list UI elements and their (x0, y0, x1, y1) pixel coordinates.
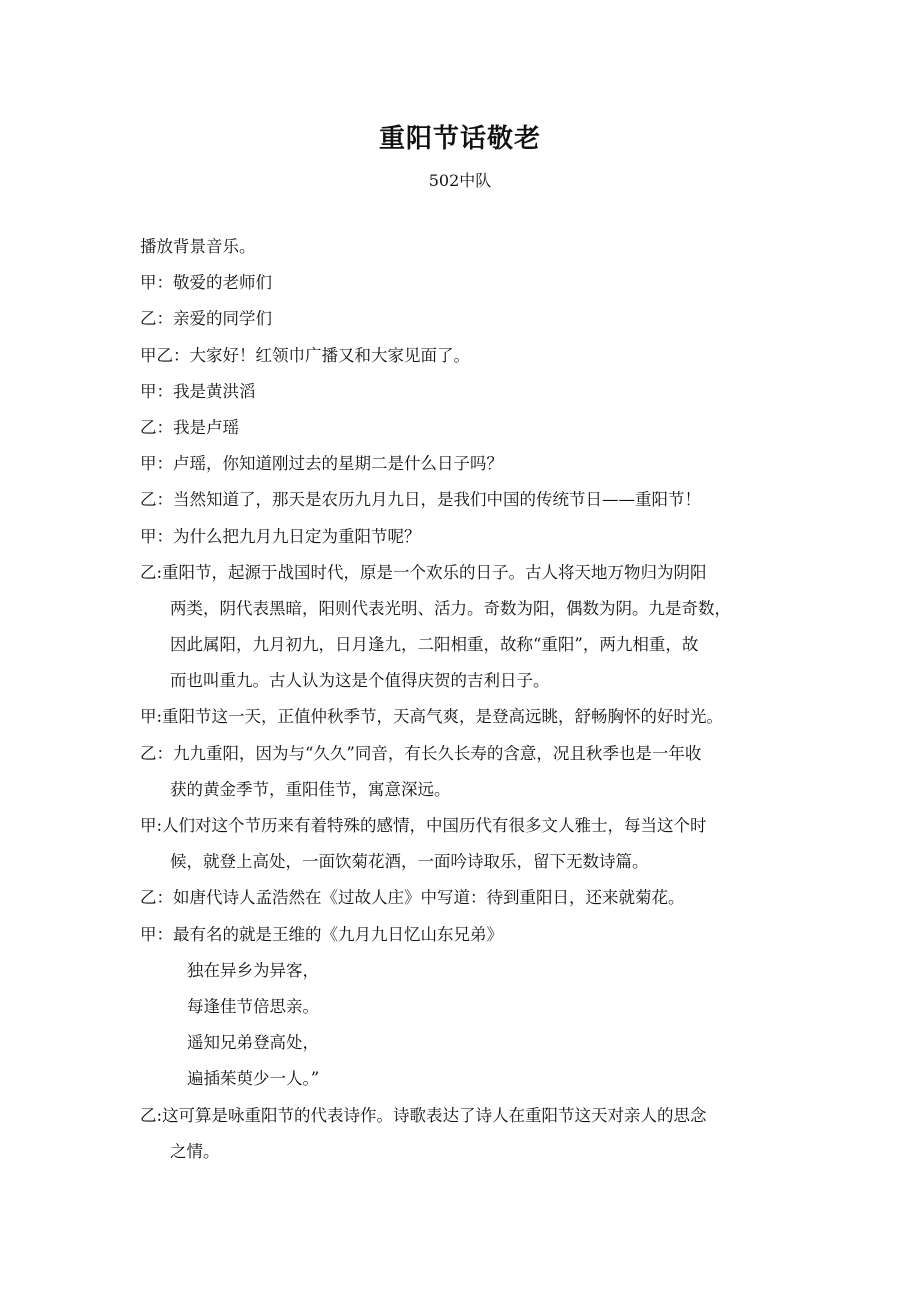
text-line: 因此属阳，九月初九，日月逢九，二阳相重，故称“重阳”，两九相重，故 (170, 635, 699, 655)
text-line: 获的黄金季节，重阳佳节，寓意深远。 (170, 779, 451, 799)
poem-line: 独在异乡为异客， (187, 960, 319, 980)
text-line: 乙：当然知道了，那天是农历九月九日，是我们中国的传统节日——重阳节！ (140, 490, 701, 510)
text-line: 乙：如唐代诗人孟浩然在《过故人庄》中写道：待到重阳日，还来就菊花。 (140, 888, 685, 908)
text-line: 乙:这可算是咏重阳节的代表诗作。诗歌表达了诗人在重阳节这天对亲人的思念 (140, 1105, 707, 1125)
poem-line: 遥知兄弟登高处， (187, 1033, 319, 1053)
text-line: 乙：亲爱的同学们 (140, 309, 272, 329)
text-line: 之情。 (170, 1141, 220, 1161)
text-line: 甲：卢瑶，你知道刚过去的星期二是什么日子吗？ (140, 454, 503, 474)
text-line: 而也叫重九。古人认为这是个值得庆贺的吉利日子。 (170, 671, 550, 691)
poem-line: 每逢佳节倍思亲。 (187, 996, 319, 1016)
text-line: 候，就登上高处，一面饮菊花酒，一面吟诗取乐，留下无数诗篇。 (170, 852, 649, 872)
text-line: 甲:重阳节这一天，正值仲秋季节，天高气爽，是登高远眺，舒畅胸怀的好时光。 (140, 707, 724, 727)
text-line: 乙:重阳节，起源于战国时代，原是一个欢乐的日子。古人将天地万物归为阴阳 (140, 562, 707, 582)
text-line: 甲乙：大家好！红领巾广播又和大家见面了。 (140, 345, 470, 365)
text-line: 乙：我是卢瑶 (140, 417, 239, 437)
text-line: 两类，阴代表黑暗，阳则代表光明、活力。奇数为阳，偶数为阴。九是奇数， (170, 598, 731, 618)
text-line: 播放背景音乐。 (140, 237, 256, 256)
text-line: 甲：我是黄洪滔 (140, 381, 256, 401)
text-line: 乙：九九重阳，因为与“久久”同音，有长久长寿的含意，况且秋季也是一年收 (140, 743, 702, 763)
document-body (140, 234, 790, 1175)
text-line: 甲:人们对这个节历来有着特殊的感情，中国历代有很多文人雅士，每当这个时 (140, 816, 707, 835)
poem-line: 遍插茱萸少一人。” (187, 1069, 320, 1089)
text-line: 甲：最有名的就是王维的《九月九日忆山东兄弟》 (140, 924, 503, 944)
document-subtitle: 502中队 (428, 171, 492, 190)
text-line: 甲：为什么把九月九日定为重阳节呢？ (140, 526, 421, 546)
document-title: 重阳节话敬老 (378, 124, 541, 154)
text-line: 甲：敬爱的老师们 (140, 273, 272, 293)
